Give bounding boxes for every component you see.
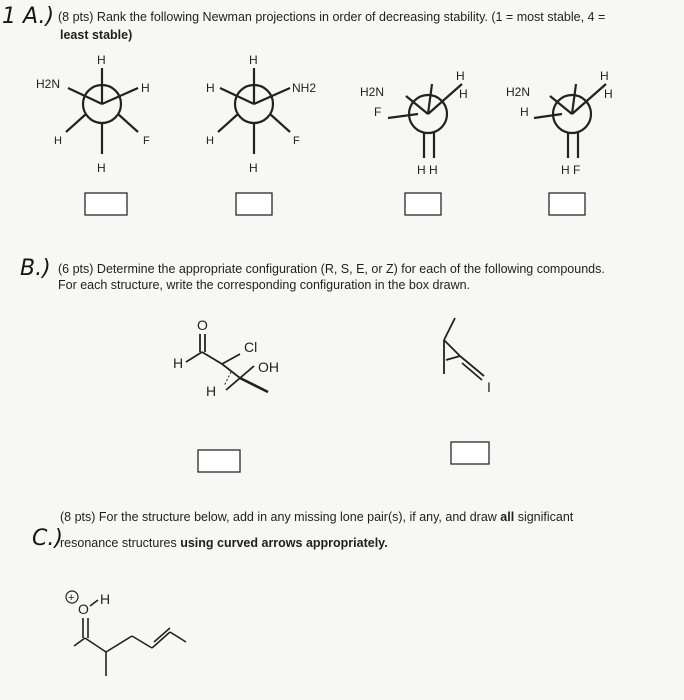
part-c-prompt-part2: significant xyxy=(517,510,574,524)
n3-bottom: H H xyxy=(417,163,438,177)
c-o: O xyxy=(78,601,89,617)
b1-oh: OH xyxy=(258,359,279,375)
part-b-prompt-line1: Determine the appropriate configuration (R, S, E, or Z) for each of the following compounds. xyxy=(96,262,605,276)
part-a-points: (8 pts) xyxy=(58,10,94,24)
part-c-prompt-line2 xyxy=(60,536,388,551)
n3-left: H2N xyxy=(360,85,385,99)
part-a-label: 1 A.) xyxy=(2,4,55,29)
part-c-prompt-bold1: all xyxy=(500,510,515,524)
newman-projections xyxy=(0,44,684,274)
n4-top: H xyxy=(600,69,609,83)
b1-h-bottom: H xyxy=(206,383,217,399)
b2-i: I xyxy=(487,379,491,395)
n2-back-right: F xyxy=(293,135,300,147)
part-c-prompt xyxy=(60,510,680,525)
part-c-prompt-line2-a: resonance structures xyxy=(60,536,177,550)
n4-bottom: H F xyxy=(561,163,581,177)
answer-box-a1[interactable] xyxy=(85,193,127,215)
newman-projection-3 xyxy=(360,69,468,215)
part-b-molecules xyxy=(0,300,684,480)
molecule-b1 xyxy=(173,317,279,472)
b1-cl: Cl xyxy=(244,339,258,355)
n1-left: H2N xyxy=(36,77,61,91)
n1-top: H xyxy=(97,53,106,67)
c-charge: + xyxy=(68,592,75,604)
n4-top-right: H xyxy=(604,87,613,101)
n2-bottom: H xyxy=(249,161,258,175)
n2-right: NH2 xyxy=(292,81,317,95)
n2-top: H xyxy=(249,53,258,67)
answer-box-b1[interactable] xyxy=(198,450,240,472)
n1-back-right: F xyxy=(143,135,150,147)
n4-left: H2N xyxy=(506,85,531,99)
part-c-prompt-line2-bold: using curved arrows appropriately. xyxy=(180,536,388,550)
n3-top: H xyxy=(456,69,465,83)
n3-top-right: H xyxy=(459,87,468,101)
b1-o: O xyxy=(197,317,208,333)
n1-right: H xyxy=(141,81,150,95)
part-a-prompt-line1: Rank the following Newman projections in order of decreasing stability. (1 = most stable, 4 = xyxy=(96,10,606,24)
part-c-label: C.) xyxy=(32,526,63,551)
newman-projection-1 xyxy=(36,53,150,215)
n1-bottom: H xyxy=(97,161,106,175)
b1-h-left: H xyxy=(173,355,184,371)
part-b-points: (6 pts) xyxy=(58,262,94,276)
n4-left2: H xyxy=(520,105,529,119)
n2-left: H xyxy=(206,81,215,95)
answer-box-a2[interactable] xyxy=(236,193,272,215)
molecule-b2 xyxy=(444,318,491,464)
part-b-label: B.) xyxy=(20,256,51,281)
part-b-prompt xyxy=(58,262,678,277)
part-c-molecule xyxy=(50,580,310,700)
part-c-prompt-part1: For the structure below, add in any missing lone pair(s), if any, and draw xyxy=(98,510,497,524)
part-c-points: (8 pts) xyxy=(60,510,96,524)
answer-box-b2[interactable] xyxy=(451,442,489,464)
part-a-prompt-line2: least stable) xyxy=(60,28,133,42)
answer-box-a3[interactable] xyxy=(405,193,441,215)
n1-back-left: H xyxy=(54,135,62,147)
n3-left2: F xyxy=(374,105,382,119)
answer-box-a4[interactable] xyxy=(549,193,585,215)
n2-back-left: H xyxy=(206,135,214,147)
c-h: H xyxy=(100,591,111,607)
part-b-prompt-line2: For each structure, write the corresponding configuration in the box drawn. xyxy=(58,278,471,292)
newman-projection-2 xyxy=(206,53,316,215)
part-a-prompt xyxy=(58,10,678,25)
newman-projection-4 xyxy=(506,69,613,215)
